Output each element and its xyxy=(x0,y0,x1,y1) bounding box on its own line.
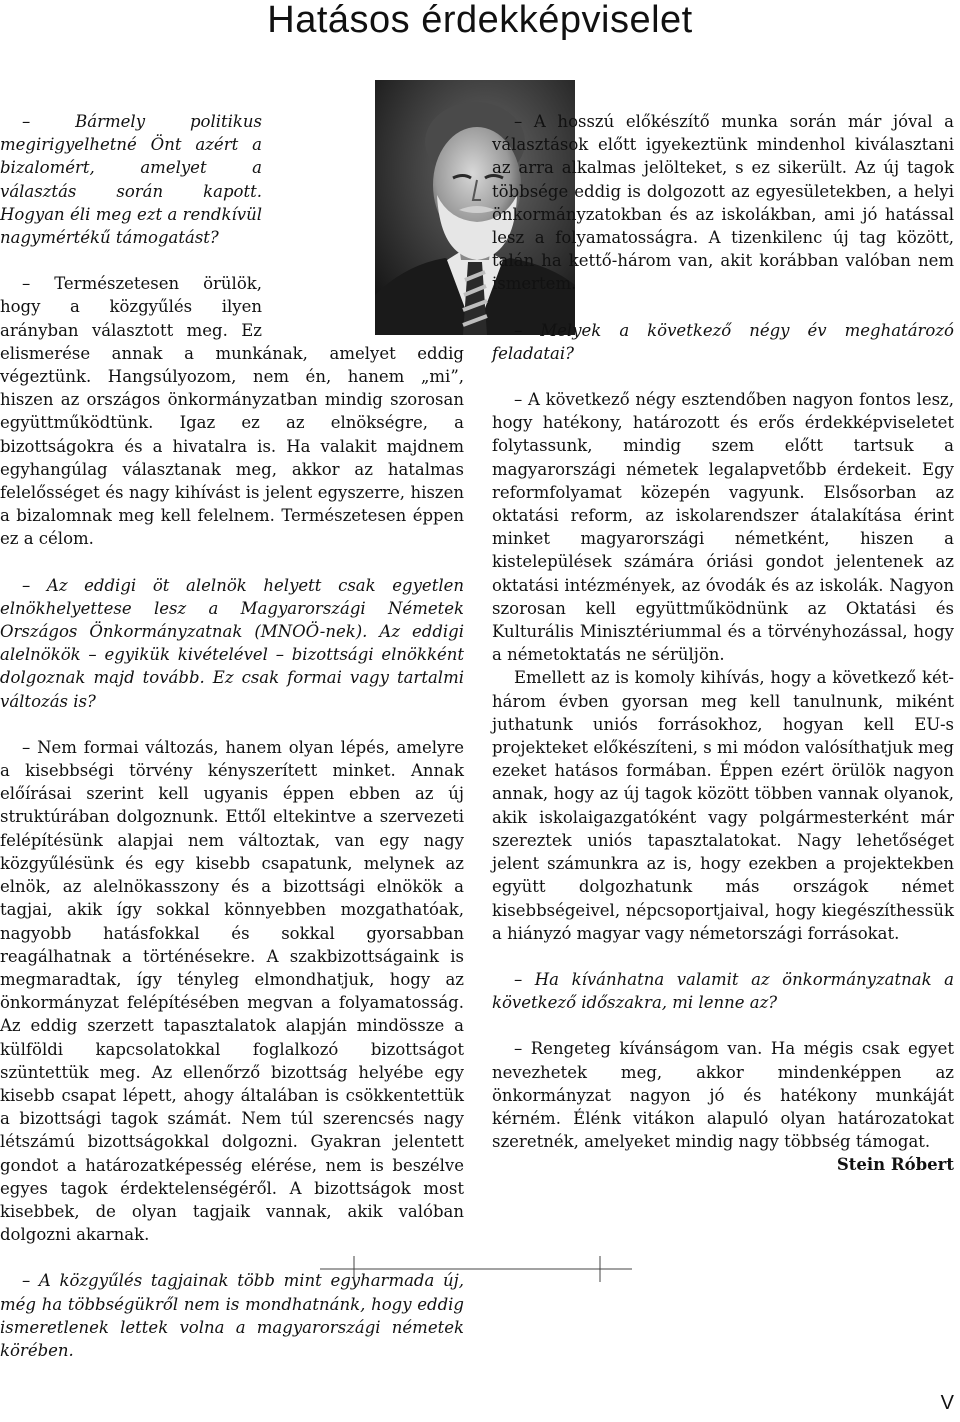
answer-4: – A következő négy esztendőben nagyon fontos lesz, hogy hatékony, határozott és erős érdekképviseletet folytassunk, mindig szem előtt tartsuk a magyarországi németek legalapvetőbb érdekeit. Egy reformfolyamat közepén vagyunk. Elsősorban az oktatási reform, az iskolarendszer átalakítása érint minket magyarországi németként, hiszen a kistelepülések számára óriási gondot jelentenek az oktatási intézmények, az óvodák és az iskolák. Nagyon szorosan kell együttműködnünk az Oktatási és Kulturális Minisztériummal és a törvényhozással, hogy a németoktatás ne sérüljön. xyxy=(492,390,954,665)
page-title: Hatásos érdekképviselet xyxy=(267,0,693,41)
answer-4-continued: Emellett az is komoly kihívás, hogy a következő két-három évben gyorsan meg kell tanulnunk, miként juthatunk uniós forrásokhoz, hogyan kell EU-s projekteket előkészíteni, s mi módon valósíthatjuk meg ezeket hatásos formában. Éppen ezért örülök nagyon annak, hogy az új tagok között többen vannak olyanok, akik iskolaigazgatóként vagy polgármesterként már szereztek uniós tapasztalatokat. Nagy lehetőséget jelent számunkra az is, hogy ezekben a projektekben együtt dolgozhatunk más országok német kisebbségeivel, népcsoportjaival, hogy kiegészíthessük a hiányzó magyar vagy németországi forrásokat. xyxy=(492,668,954,943)
left-column xyxy=(0,110,464,1362)
author-signature: Stein Róbert xyxy=(836,1155,954,1175)
question-4: – Melyek a következő négy év meghatározó feladatai? xyxy=(492,320,954,363)
page-number: V xyxy=(940,1392,954,1414)
crop-marks xyxy=(320,1256,632,1286)
answer-1: – Természetesen örülök, hogy a közgyűlés ilyen arányban választott meg. Ez elismerése annak a munkának, amelyet eddig végeztünk. Hangsúlyozom, nem én, hanem „mi”, hiszen az országos önkormányzatban mindig szorosan együttműködtünk. Igaz ez az elnökségre, a bizottságokra és a hivatalra is. Ha valakit majdnem egyhangúlag választanak meg, akkor az hatalmas felelősséget és nagy kihívást is jelent egyszerre, hiszen a bizalomnak meg kell felelnem. Természetesen éppen ez a célom. xyxy=(0,274,464,549)
question-5: – Ha kívánhatna valamit az önkormányzatnak a következő időszakra, mi lenne az? xyxy=(492,969,954,1013)
answer-2: – Nem formai változás, hanem olyan lépés, amelyre a kisebbségi törvény kényszerített minket. Annak előírásai szerint kell ugyanis éppen ebben az új struktúrában dolgoznunk. Ettől eltekintve a szervezeti felépítésünk alapjai nem változtak, van egy nagy közgyűlésünk és egy kisebb csapatunk, melynek az elnök, az alelnökasszony és a bizottsági elnökök a tagjai, akik így sokkal könnyebben mozgathatóak, nagyobb hatásfokkal és sokkal gyorsabban reagálhatnak a történésekre. A szakbizottságaink is megmaradtak, így tényleg elmondhatjuk, hogy az önkormányzat felépítésében megvan a folyamatosság. Az eddig szerzett tapasztalatok alapján mindössze a külföldi kapcsolatokkal foglalkozó bizottságot szüntettük meg. Az ellenőrző bizottság helyébe egy kisebb csapat lépett, ahogy általában is csökkentettük a bizottsági tagok számát. Nem túl szerencsés nagy létszámú bizottságokkal dolgozni. Gyakran jelentett gondot a határozatképesség elérése, nem is beszélve egyes tagok érdektelenségéről. A bizottságok most kisebbek, de olyan tagjaik vannak, akik valóban dolgozni akarnak. xyxy=(0,737,464,1245)
question-3: – A közgyűlés tagjainak több mint egyharmada új, még ha többségükről nem is mondhatnánk, hogy eddig ismeretlenek lettek volna a magyarországi németek körében. xyxy=(0,1271,464,1360)
question-1: – Bármely politikus megirigyelhetné Önt azért a bizalomért, amelyet a választás során kapott. Hogyan éli meg ezt a rendkívül nagymértékű támogatást? xyxy=(0,112,262,248)
answer-5: – Rengeteg kívánságom van. Ha mégis csak egyet nevezhetek meg, akkor mindenképpen az önkormányzat nagyon jó és hatékony munkáját kérném. Élénk vitákon alapuló olyan határozatokat szeretnék, amelyeket mindig nagy többség támogat. xyxy=(492,1039,954,1152)
answer-3: – A hosszú előkészítő munka során már jóval a választások előtt igyekeztünk mindenhol kiválasztani az arra alkalmas jelölteket, s ez sikerült. Az új tagok többsége eddig is dolgozott az egyesületekben, a helyi önkormányzatokban és az iskolákban, ami jó hatással lesz a folyamatosságra. A tizenkilenc új tag között, talán ha kettő-három van, akit korábban valóban nem ismertem. xyxy=(492,112,954,294)
right-column xyxy=(492,110,954,1177)
question-2: – Az eddigi öt alelnök helyett csak egyetlen elnökhelyettese lesz a Magyarországi Németek Országos Önkormányzatnak (MNOÖ-nek). Az eddigi alelnökök – egyikük kivételével – bizottsági elnökként dolgoznak majd tovább. Ez csak formai vagy tartalmi változás is? xyxy=(0,575,464,711)
